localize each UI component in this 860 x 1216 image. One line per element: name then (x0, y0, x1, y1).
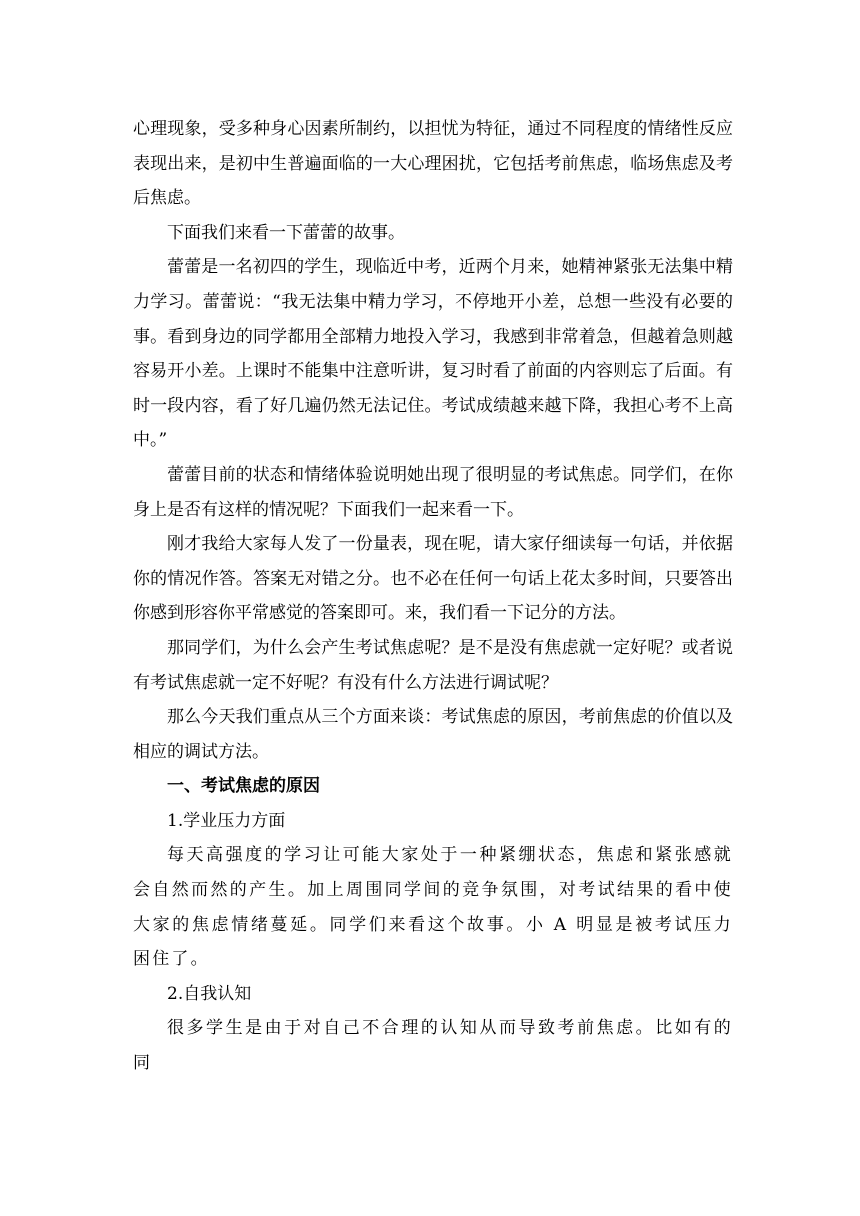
paragraph-scale-instructions: 刚才我给大家每人发了一份量表，现在呢，请大家仔细读每一句话，并依据你的情况作答。答案无对错之分。也不必在任何一句话上花太多时间，只要答出你感到形容你平常感觉的答案即可。来，我们看一下记分的方法。 (133, 534, 733, 624)
document-body (133, 112, 733, 1081)
paragraph-questions: 那同学们，为什么会产生考试焦虑呢？是不是没有焦虑就一定好呢？或者说有考试焦虑就一定不好呢？有没有什么方法进行调试呢？ (133, 637, 733, 693)
subheading-self-cognition: 2.自我认知 (167, 983, 252, 1004)
paragraph-leilei-analysis: 蕾蕾目前的状态和情绪体验说明她出现了很明显的考试焦虑。同学们，在你身上是否有这样的情况呢？下面我们一起来看一下。 (133, 464, 733, 520)
paragraph-leilei-story: 蕾蕾是一名初四的学生，现临近中考，近两个月来，她精神紧张无法集中精力学习。蕾蕾说：“我无法集中精力学习，不停地开小差，总想一些没有必要的事。看到身边的同学都用全部精力地投入学习，我感到非常着急，但越着急则越容易开小差。上课时不能集中注意听讲，复习时看了前面的内容则忘了后面。有时一段内容，看了好几遍仍然无法记住。考试成绩越来越下降，我担心考不上高中。” (133, 257, 733, 451)
paragraph-intro-continued: 心理现象，受多种身心因素所制约，以担忧为特征，通过不同程度的情绪性反应表现出来，是初中生普遍面临的一大心理困扰，它包括考前焦虑，临场焦虑及考后焦虑。 (133, 119, 733, 209)
section-heading-causes: 一、考试焦虑的原因 (167, 776, 320, 797)
paragraph-self-cognition: 很多学生是由于对自己不合理的认知从而导致考前焦虑。比如有的同 (133, 1018, 733, 1074)
paragraph-academic-pressure: 每天高强度的学习让可能大家处于一种紧绷状态，焦虑和紧张感就会自然而然的产生。加上周围同学间的竞争氛围，对考试结果的看中使大家的焦虑情绪蔓延。同学们来看这个故事。小 A 明显是被考试压力困住了。 (133, 845, 733, 970)
paragraph-three-aspects: 那么今天我们重点从三个方面来谈：考试焦虑的原因，考前焦虑的价值以及相应的调试方法。 (133, 707, 733, 762)
paragraph-story-intro: 下面我们来看一下蕾蕾的故事。 (167, 222, 405, 243)
subheading-academic-pressure: 1.学业压力方面 (167, 810, 286, 831)
